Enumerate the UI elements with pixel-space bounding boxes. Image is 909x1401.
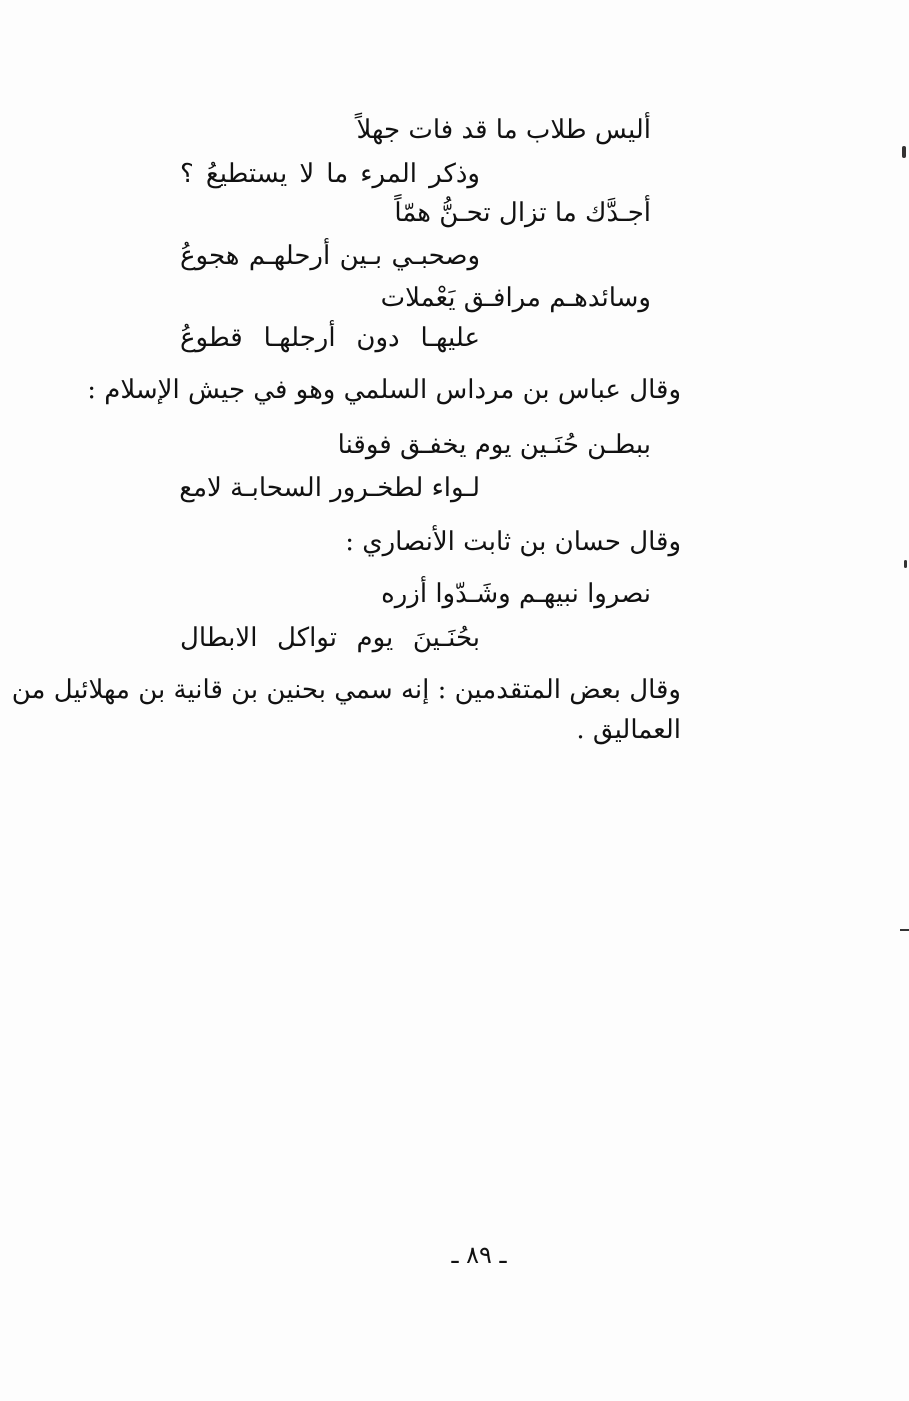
poem1-line1: أليس طلاب ما قد فات جهلاً (356, 115, 651, 145)
closing-line1: وقال بعض المتقدمين : إنه سمي بحنين بن قانية بن مهلائيل من (11, 675, 681, 705)
scan-speck (902, 146, 906, 158)
poem1-line6: عليهـا دون أرجلهـا قطوعُ (180, 323, 480, 353)
poem3-line2: بحُنَـينَ يوم تواكل الابطال (180, 623, 480, 653)
intro-hassan: وقال حسان بن ثابت الأنصاري : (345, 527, 681, 557)
intro-abbas: وقال عباس بن مرداس السلمي وهو في جيش الإسلام : (87, 375, 681, 405)
scan-speck (900, 929, 909, 931)
scan-speck (904, 560, 907, 568)
poem1-line2: وذكر المرء ما لا يستطيعُ ؟ (180, 159, 480, 189)
poem2-line1: ببطـن حُنَـين يوم يخفـق فوقنا (337, 430, 651, 460)
closing-line2: العماليق . (576, 715, 681, 745)
page-number: ـ ٨٩ ـ (451, 1241, 507, 1269)
poem1-line4: وصحبـي بـين أرحلهـم هجوعُ (180, 241, 480, 271)
poem2-line2: لـواء لطخـرور السحابـة لامع (179, 473, 480, 503)
poem1-line3: أجـدَّك ما تزال تحـنُّ همّاً (394, 198, 651, 228)
poem3-line1: نصروا نبيهـم وشَـدّوا أزره (381, 579, 651, 609)
poem1-line5: وسائدهـم مرافـق يَعْملات (380, 283, 651, 313)
